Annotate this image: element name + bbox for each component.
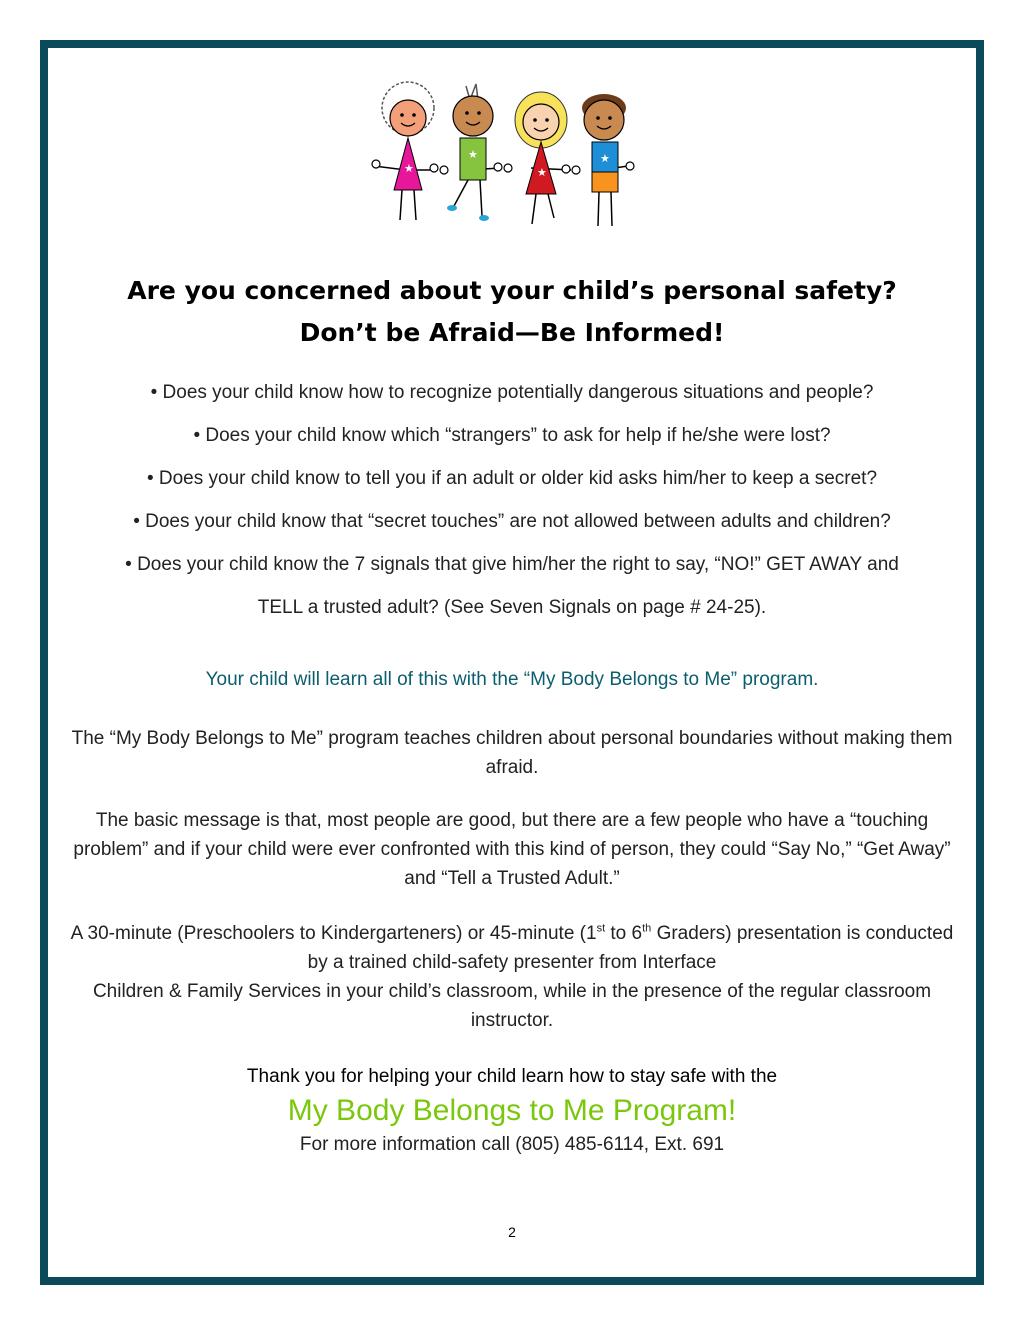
program-name: My Body Belongs to Me Program! — [287, 1094, 737, 1127]
subheadline: Don’t be Afraid—Be Informed! — [299, 318, 725, 347]
page-number: 2 — [508, 1224, 516, 1240]
bullet-item: • Does your child know how to recognize potentially dangerous situations and people? — [150, 382, 874, 403]
bullet-item: • Does your child know which “strangers” to ask for help if he/she were lost? — [193, 425, 831, 446]
svg-text:★: ★ — [468, 149, 478, 161]
bullet-item: • Does your child know the 7 signals that give him/her the right to say, “NO!” GET AWAY and — [125, 554, 899, 575]
bullet-item: • Does your child know that “secret touches” are not allowed between adults and children? — [133, 511, 891, 532]
intro-paragraph: The “My Body Belongs to Me” program teaches children about personal boundaries without making them afraid. — [71, 728, 953, 778]
page-frame — [40, 40, 984, 1285]
bullet-item: • Does your child know to tell you if an adult or older kid asks him/her to keep a secret? — [146, 468, 878, 489]
svg-text:★: ★ — [600, 153, 610, 165]
thanks-text: Thank you for helping your child learn how to stay safe with the — [246, 1066, 778, 1087]
presentation-paragraph-continued: Children & Family Services in your child’s classroom, while in the presence of the regular classroom instructor. — [92, 981, 932, 1031]
program-highlight: Your child will learn all of this with the “My Body Belongs to Me” program. — [205, 669, 819, 690]
svg-text:★: ★ — [537, 167, 547, 179]
svg-text:★: ★ — [404, 163, 414, 175]
headline: Are you concerned about your child’s personal safety? — [127, 276, 897, 305]
bullet-item-continued: TELL a trusted adult? (See Seven Signals on page # 24-25). — [257, 597, 767, 618]
message-paragraph: The basic message is that, most people are good, but there are a few people who have a “touching problem” and if your child were ever confronted with this kind of person, they could “Say No,” “Get Away” and “Tell a Trusted Adult.” — [73, 810, 951, 889]
presentation-paragraph: A 30-minute (Preschoolers to Kindergarteners) or 45-minute (1st to 6th Graders) presentation is conducted by a trained child-safety presenter from Interface — [70, 922, 954, 973]
four-children-holding-hands-icon — [366, 78, 646, 258]
contact-info: For more information call (805) 485-6114, Ext. 691 — [299, 1134, 725, 1155]
